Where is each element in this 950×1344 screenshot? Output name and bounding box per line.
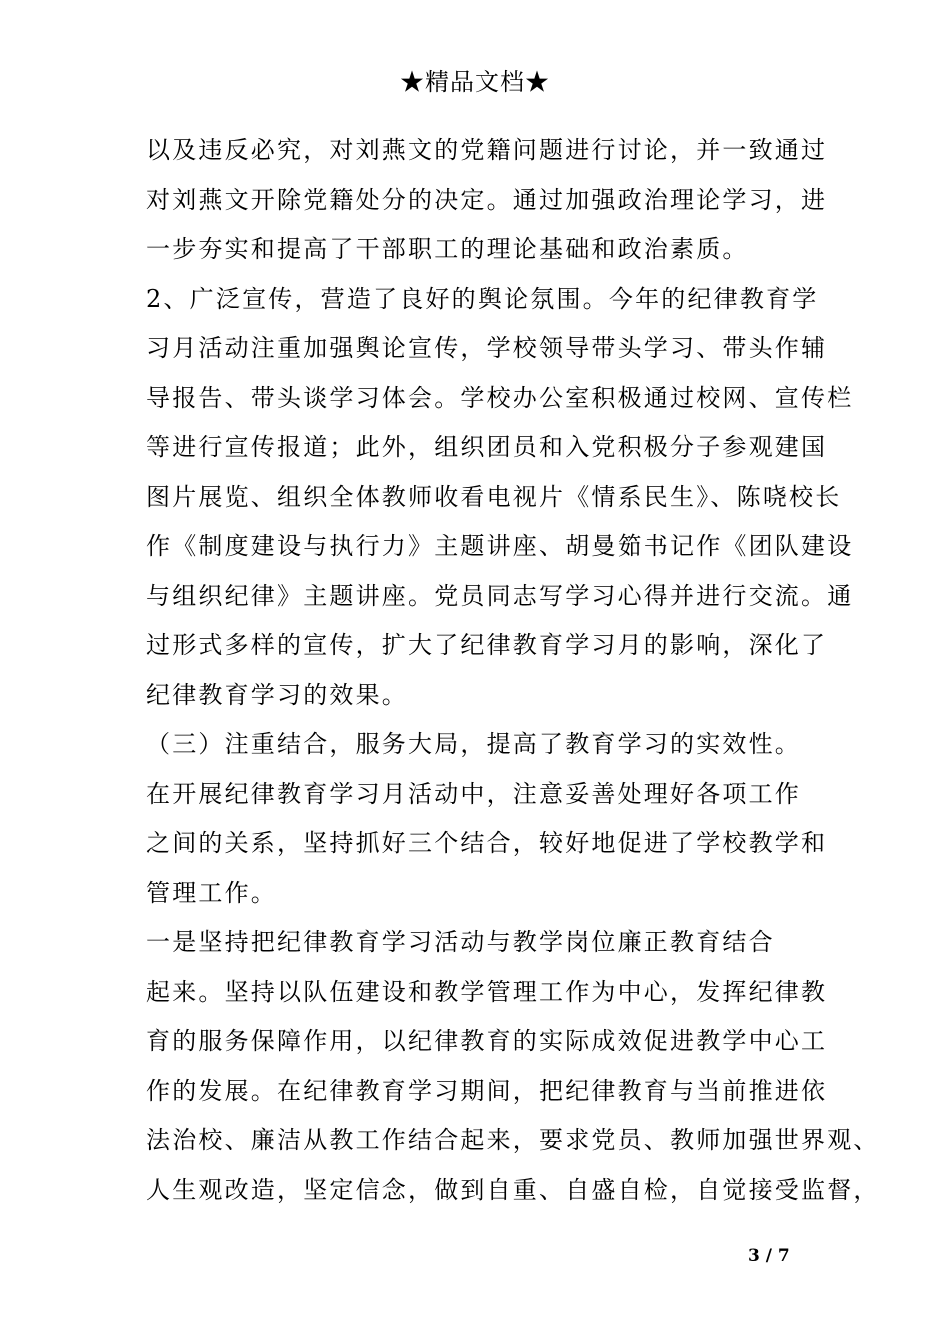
text-line: 一步夯实和提高了干部职工的理论基础和政治素质。 bbox=[146, 235, 749, 263]
text-line: 纪律教育学习的效果。 bbox=[146, 680, 408, 709]
page-number: 3 / 7 bbox=[748, 1246, 790, 1266]
text-line: 图片展览、组织全体教师收看电视片《情系民生》、陈哓校长 bbox=[146, 482, 842, 511]
text-line: 以及违反必究，对刘燕文的党籍问题进行讨论，并一致通过 bbox=[146, 136, 828, 164]
text-line: 人生观改造，坚定信念，做到自重、自盛自检，自觉接受监督， bbox=[146, 1175, 880, 1204]
body-text bbox=[146, 126, 880, 1215]
text-line: 习月活动注重加强舆论宣传，学校领导带头学习、带头作辅 bbox=[146, 334, 828, 362]
text-line: 与组织纪律》主题讲座。党员同志写学习心得并进行交流。通 bbox=[146, 581, 854, 610]
page-header-title: ★精品文档★ bbox=[400, 68, 550, 96]
text-line: 导报告、带头谈学习体会。学校办公室积极通过校网、宣传栏 bbox=[146, 383, 854, 412]
text-line: 等进行宣传报道；此外，组织团员和入党积极分子参观建国 bbox=[146, 433, 828, 461]
text-line: 起来。坚持以队伍建设和教学管理工作为中心，发挥纪律教 bbox=[146, 977, 828, 1006]
text-line: 一是坚持把纪律教育学习活动与教学岗位廉正教育结合 bbox=[146, 928, 775, 956]
text-line: 育的服务保障作用，以纪律教育的实际成效促进教学中心工 bbox=[146, 1027, 828, 1055]
text-line: 作《制度建设与执行力》主题讲座、胡曼筎书记作《团队建设 bbox=[146, 532, 854, 560]
text-line: 2、广泛宣传，营造了良好的舆论氛围。今年的纪律教育学 bbox=[146, 284, 819, 313]
text-line: 管理工作。 bbox=[146, 878, 277, 907]
text-line: 对刘燕文开除党籍处分的决定。通过加强政治理论学习，进 bbox=[146, 185, 828, 214]
text-line: 过形式多样的宣传，扩大了纪律教育学习月的影响，深化了 bbox=[146, 631, 828, 659]
text-line: （三）注重结合，服务大局，提高了教育学习的实效性。 bbox=[146, 730, 801, 758]
text-line: 之间的关系，坚持抓好三个结合，较好地促进了学校教学和 bbox=[146, 829, 828, 857]
text-line: 在开展纪律教育学习月活动中，注意妥善处理好各项工作 bbox=[146, 779, 801, 808]
text-line: 法治校、廉洁从教工作结合起来，要求党员、教师加强世界观、 bbox=[146, 1126, 880, 1154]
text-line: 作的发展。在纪律教育学习期间，把纪律教育与当前推进依 bbox=[146, 1076, 828, 1105]
